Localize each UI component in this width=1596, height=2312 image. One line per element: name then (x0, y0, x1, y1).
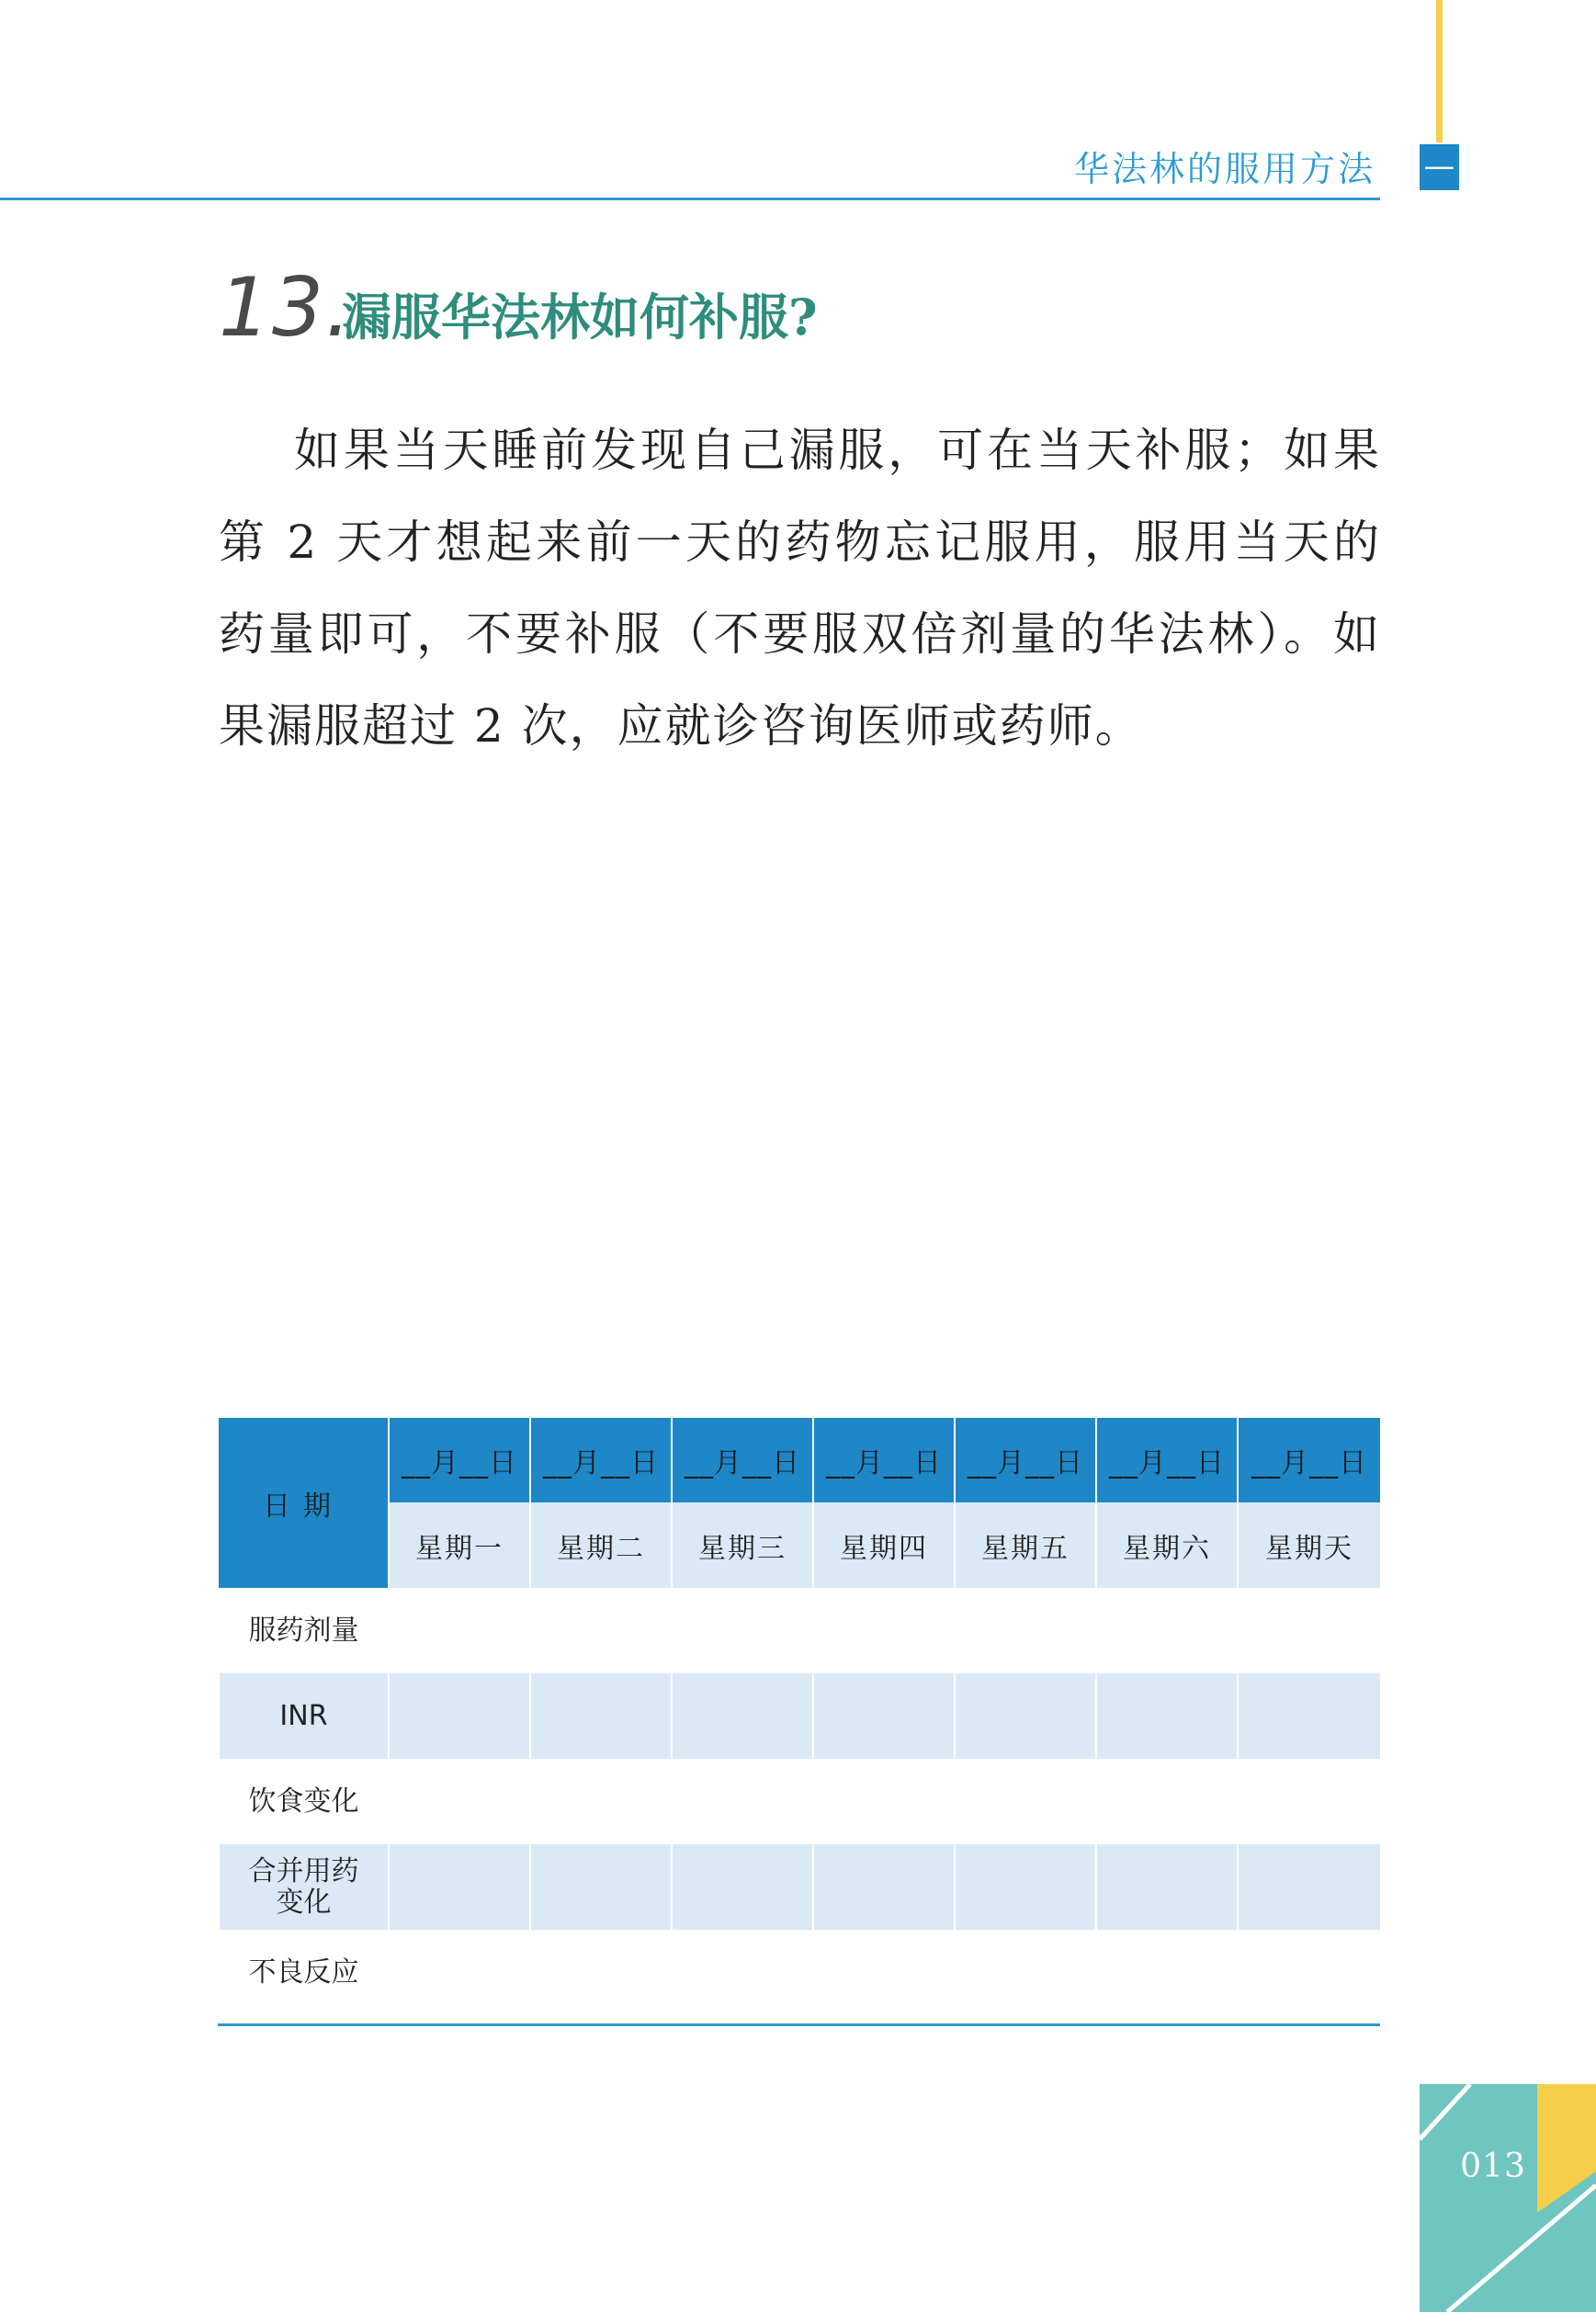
date-cell: __月__日 (955, 1418, 1096, 1502)
table-cell (389, 1588, 530, 1673)
weekday-cell: 星期一 (389, 1502, 530, 1588)
header-decor-line (1436, 0, 1443, 142)
table-cell (389, 1930, 530, 2015)
table-cell (1238, 1759, 1381, 1844)
table-cell (672, 1588, 813, 1673)
table-row (219, 1930, 1381, 2015)
table-cell (389, 1759, 530, 1844)
question-title: 漏服华法林如何补服? (342, 288, 818, 346)
table-row (219, 1673, 1381, 1759)
table-row (219, 1588, 1381, 1673)
table-row (219, 1844, 1381, 1930)
table-cell (1238, 1588, 1381, 1673)
table-cell (672, 1673, 813, 1759)
table-cell (955, 1844, 1096, 1930)
row-label-adverse: 不良反应 (219, 1930, 389, 2015)
running-header-title: 华法林的服用方法 (1073, 149, 1375, 189)
table-cell (955, 1673, 1096, 1759)
table-cell (1096, 1759, 1238, 1844)
table-cell (530, 1930, 672, 2015)
question-number: 13. (219, 260, 353, 355)
table-cell (813, 1930, 955, 2015)
weekday-cell: 星期天 (1238, 1502, 1381, 1588)
table-cell (672, 1930, 813, 2015)
table-cell (389, 1673, 530, 1759)
body-paragraph: 如果当天睡前发现自己漏服，可在当天补服；如果第 2 天才想起来前一天的药物忘记服用，服用当天的药量即可，不要补服（不要服双倍剂量的华法林）。如果漏服超过 2 次，应就诊咨询医师或药师。 (219, 424, 1381, 753)
row-label-concomitant (219, 1844, 389, 1930)
table-cell (1096, 1588, 1238, 1673)
page-corner-decoration (1420, 2084, 1596, 2312)
table-cell (813, 1673, 955, 1759)
table-cell (1238, 1844, 1381, 1930)
table-cell (955, 1588, 1096, 1673)
date-cell: __月__日 (672, 1418, 813, 1502)
weekday-cell: 星期五 (955, 1502, 1096, 1588)
table-cell (389, 1844, 530, 1930)
table-cell (672, 1759, 813, 1844)
table-cell (530, 1844, 672, 1930)
table-cell (672, 1844, 813, 1930)
table-cell (1238, 1673, 1381, 1759)
table-cell (813, 1588, 955, 1673)
table-cell (1096, 1930, 1238, 2015)
row-label-concomitant-text: 合并用药变化 (248, 1854, 359, 1919)
header-rule (0, 198, 1380, 200)
date-cell: __月__日 (1096, 1418, 1238, 1502)
date-cell: __月__日 (530, 1418, 672, 1502)
table-cell (813, 1759, 955, 1844)
weekday-cell: 星期三 (672, 1502, 813, 1588)
date-header-cell: 日期 (219, 1418, 389, 1588)
row-label-diet: 饮食变化 (219, 1759, 389, 1844)
table-cell (955, 1930, 1096, 2015)
chapter-marker: — (1420, 144, 1459, 190)
medication-log-table (218, 1418, 1380, 2015)
weekday-cell: 星期六 (1096, 1502, 1238, 1588)
table-cell (530, 1759, 672, 1844)
table-cell (813, 1844, 955, 1930)
table-bottom-rule (218, 2023, 1380, 2026)
table-cell (1238, 1930, 1381, 2015)
date-cell: __月__日 (389, 1418, 530, 1502)
row-label-dose: 服药剂量 (219, 1588, 389, 1673)
weekday-cell: 星期二 (530, 1502, 672, 1588)
table-cell (530, 1673, 672, 1759)
table-cell (1096, 1673, 1238, 1759)
page-number: 013 (1460, 2148, 1526, 2185)
weekday-cell: 星期四 (813, 1502, 955, 1588)
table-cell (955, 1759, 1096, 1844)
table-cell (1096, 1844, 1238, 1930)
date-cell: __月__日 (1238, 1418, 1381, 1502)
table-cell (530, 1588, 672, 1673)
table-row (219, 1759, 1381, 1844)
date-cell: __月__日 (813, 1418, 955, 1502)
row-label-inr: INR (219, 1673, 389, 1759)
